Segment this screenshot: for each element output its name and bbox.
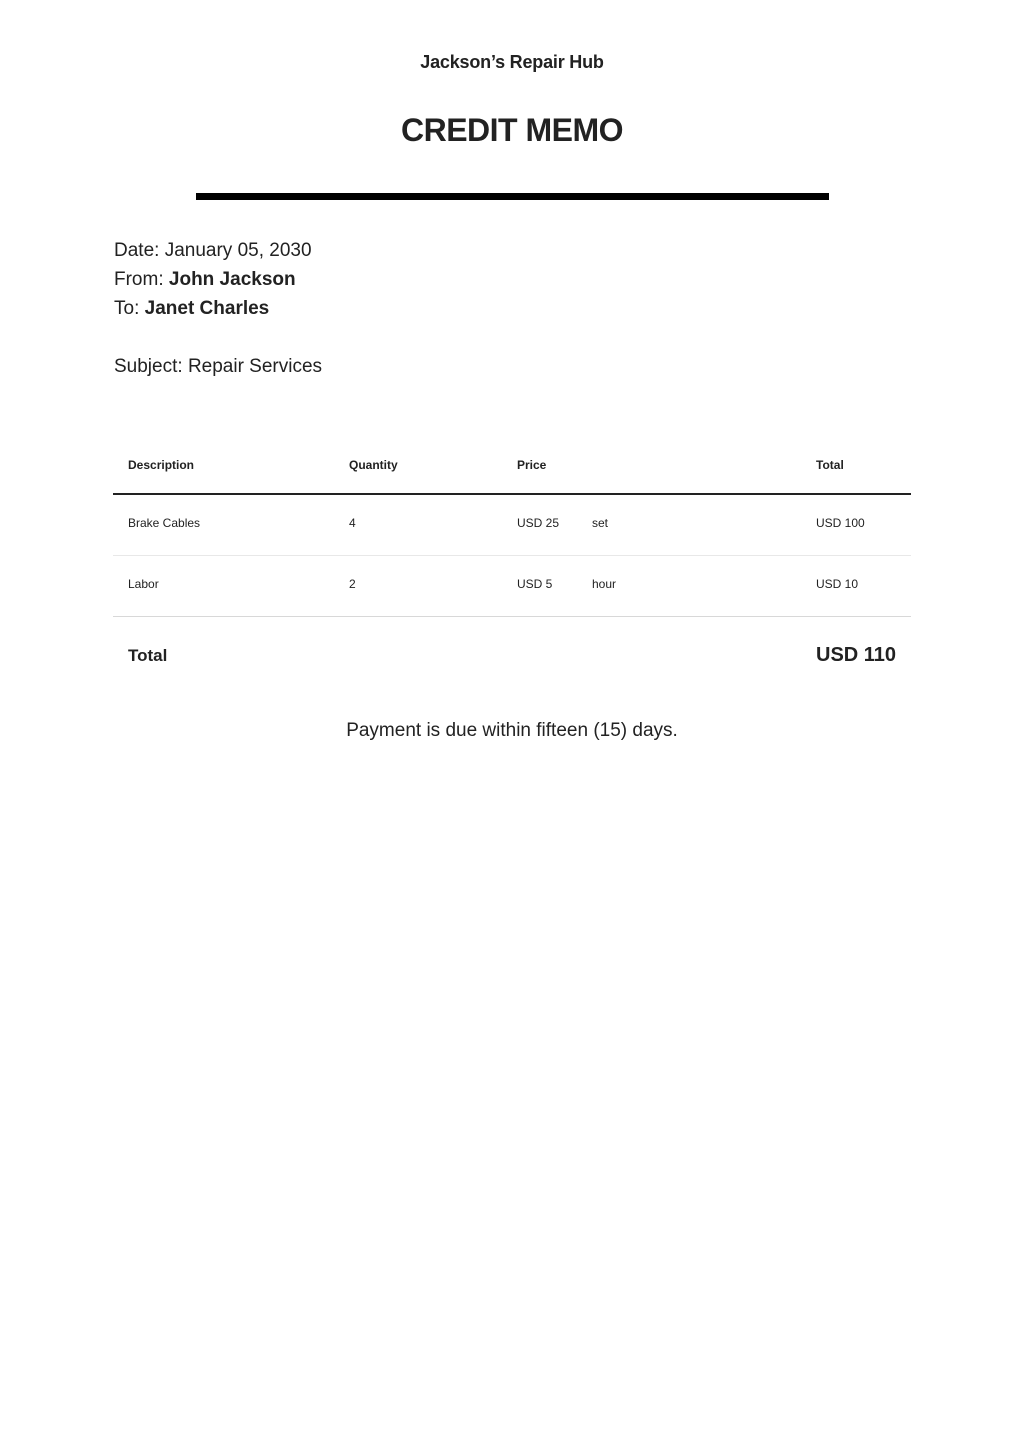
grand-total-label: Total: [128, 646, 168, 665]
column-header-price: Price: [517, 458, 547, 472]
table-row: [113, 495, 911, 556]
to-label: To:: [114, 298, 140, 319]
table-header-row: [113, 438, 911, 495]
item-price: USD 5: [517, 577, 553, 591]
item-quantity: 4: [349, 516, 356, 530]
item-price: USD 25: [517, 516, 560, 530]
items-table: [113, 438, 911, 617]
date-line: [114, 240, 312, 262]
from-value: John Jackson: [168, 269, 296, 290]
from-line: [114, 269, 296, 291]
to-value: Janet Charles: [144, 298, 270, 319]
item-description: Brake Cables: [128, 516, 201, 530]
table-row: [113, 556, 911, 617]
payment-terms-note: Payment is due within fifteen (15) days.: [346, 720, 678, 741]
date-value: January 05, 2030: [164, 240, 312, 261]
title-divider: [196, 193, 829, 200]
item-quantity: 2: [349, 577, 356, 591]
grand-total-value: USD 110: [816, 644, 897, 666]
subject-line: [114, 356, 322, 378]
company-name: Jackson’s Repair Hub: [420, 52, 604, 72]
from-label: From:: [114, 269, 164, 290]
item-unit: set: [592, 516, 609, 530]
item-description: Labor: [128, 577, 159, 591]
grand-total-row: [113, 640, 911, 676]
document-title: CREDIT MEMO: [400, 112, 624, 148]
item-total: USD 10: [816, 577, 859, 591]
to-line: [114, 298, 269, 320]
column-header-total: Total: [816, 458, 844, 472]
column-header-description: Description: [128, 458, 195, 472]
subject-value: Repair Services: [187, 356, 323, 377]
item-unit: hour: [592, 577, 617, 591]
item-total: USD 100: [816, 516, 865, 530]
column-header-quantity: Quantity: [349, 458, 398, 472]
date-label: Date:: [114, 240, 160, 261]
subject-label: Subject:: [114, 356, 183, 377]
